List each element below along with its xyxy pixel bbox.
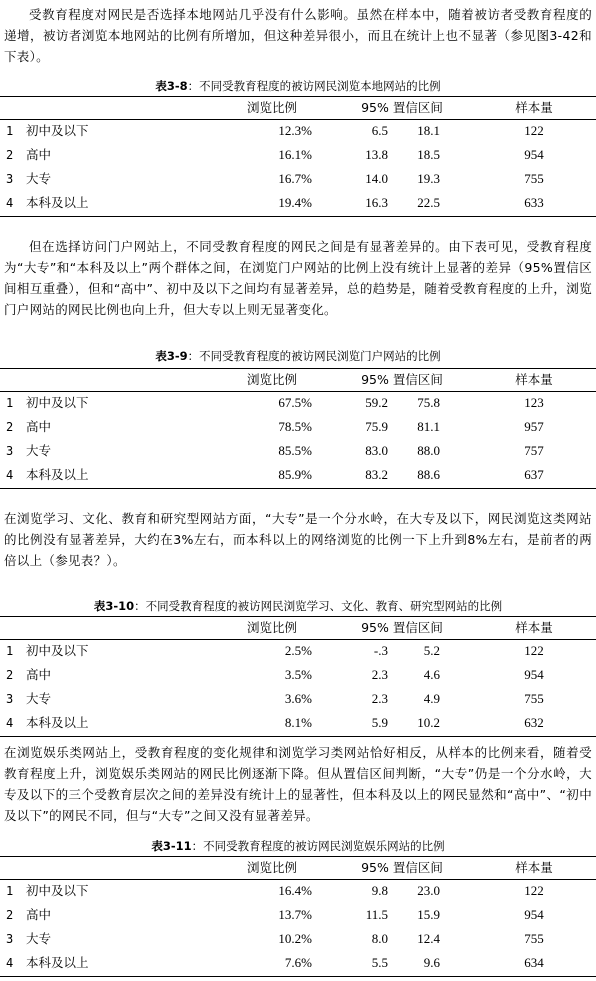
row-ci-high: 18.1 [417,123,440,138]
table-row [0,168,596,192]
row-pct: 67.5% [278,395,312,410]
row-index: 1 [6,884,14,898]
row-label: 高中 [26,147,52,162]
header-ci: 95% 置信区间 [361,860,443,875]
row-pct: 16.1% [278,147,312,162]
table-local-sites [0,96,596,217]
row-label: 大专 [26,931,52,946]
row-index: 2 [6,148,14,162]
table-title: ：不同受教育程度的被访网民浏览门户网站的比例 [187,349,441,363]
row-ci-low: 9.8 [371,883,388,898]
row-ci-high: 15.9 [417,907,440,922]
table-row [0,440,596,464]
header-n: 样本量 [515,372,553,387]
table-row [0,392,596,416]
row-pct: 7.6% [284,955,312,970]
row-ci-high: 10.2 [417,715,440,730]
row-label: 高中 [26,667,52,682]
header-n: 样本量 [515,100,553,115]
row-label: 大专 [26,171,52,186]
table-row [0,880,596,904]
row-index: 3 [6,932,14,946]
table-caption [0,598,596,614]
row-pct: 78.5% [278,419,312,434]
table-tag: 表3-8 [155,79,188,93]
row-ci-low: 83.0 [365,443,388,458]
paragraph-entertainment-sites: 在浏览娱乐类网站上，受教育程度的变化规律和浏览学习类网站恰好相反，从样本的比例来看，随着受教育程度上升，浏览娱乐类网站的网民比例逐渐下降。但从置信区间判断，“大专”仍是一个分水岭，大专及以下的三个受教育层次之间的差异没有统计上的显著性，但本科及以上的网民显然和“高中”、“初中及以下”的网民不同，但与“大专”之间又没有显著差异。 [4,745,592,823]
table-row [0,464,596,489]
row-n: 755 [524,691,544,706]
table-row [0,688,596,712]
row-ci-high: 88.0 [417,443,440,458]
row-ci-high: 4.9 [423,691,440,706]
table-row [0,904,596,928]
row-index: 3 [6,444,14,458]
row-ci-low: 13.8 [365,147,388,162]
row-index: 1 [6,124,14,138]
table-row [0,120,596,144]
table-entertainment-sites [0,856,596,977]
table-row [0,416,596,440]
table-tag: 表3-9 [155,349,188,363]
row-ci-low: 59.2 [365,395,388,410]
row-label: 初中及以下 [26,643,89,658]
row-n: 954 [524,907,544,922]
row-label: 本科及以上 [26,715,89,730]
row-pct: 3.5% [284,667,312,682]
header-pct: 浏览比例 [246,620,297,635]
row-ci-high: 4.6 [423,667,440,682]
row-label: 大专 [26,443,52,458]
row-ci-low: 5.5 [371,955,388,970]
row-n: 757 [524,443,544,458]
table-header [0,856,596,880]
table-study-sites [0,616,596,737]
row-label: 高中 [26,419,52,434]
row-ci-high: 88.6 [417,467,440,482]
row-n: 954 [524,667,544,682]
row-n: 123 [524,395,544,410]
row-ci-high: 23.0 [417,883,440,898]
row-ci-low: 75.9 [365,419,388,434]
table-portal-sites [0,368,596,489]
table-row [0,928,596,952]
row-ci-low: -.3 [373,643,388,658]
row-index: 2 [6,668,14,682]
header-ci: 95% 置信区间 [361,100,443,115]
row-index: 1 [6,396,14,410]
row-index: 3 [6,692,14,706]
row-label: 本科及以上 [26,955,89,970]
row-index: 2 [6,420,14,434]
row-ci-high: 9.6 [423,955,440,970]
header-pct: 浏览比例 [246,860,297,875]
row-n: 755 [524,171,544,186]
header-pct: 浏览比例 [246,100,297,115]
table-row [0,952,596,977]
row-label: 高中 [26,907,52,922]
paragraph-study-sites: 在浏览学习、文化、教育和研究型网站方面，“大专”是一个分水岭，在大专及以下，网民浏览这类网站的比例没有显著差异，大约在3%左右，而本科以上的网络浏览的比例一下上升到8%左右，是前者的两倍以上（参见表？）。 [4,511,592,568]
row-ci-high: 22.5 [417,195,440,210]
row-label: 本科及以上 [26,195,89,210]
row-n: 637 [524,467,544,482]
row-n: 122 [524,123,544,138]
row-pct: 10.2% [278,931,312,946]
row-label: 初中及以下 [26,883,89,898]
header-n: 样本量 [515,620,553,635]
row-ci-low: 16.3 [365,195,388,210]
table-row [0,144,596,168]
row-pct: 16.4% [278,883,312,898]
row-pct: 3.6% [284,691,312,706]
row-index: 4 [6,716,14,730]
table-caption [0,78,596,94]
table-header [0,96,596,120]
row-n: 633 [524,195,544,210]
row-label: 大专 [26,691,52,706]
table-title: ：不同受教育程度的被访网民浏览本地网站的比例 [187,79,441,93]
paragraph-portal-sites: 但在选择访问门户网站上，不同受教育程度的网民之间是有显著差异的。由下表可见，受教育程度为“大专”和“本科及以上”两个群体之间，在浏览门户网站的比例上没有统计上显著的差异（95%置信区间相互重叠），但和“高中”、初中及以下之间均有显著差异，总的趋势是，随着受教育程度的上升，浏览门户网站的网民比例也向上升，但大专以上则无显著变化。 [4,239,592,317]
row-ci-low: 11.5 [365,907,388,922]
row-ci-high: 5.2 [423,643,440,658]
row-index: 3 [6,172,14,186]
row-label: 本科及以上 [26,467,89,482]
row-label: 初中及以下 [26,123,89,138]
table-row [0,664,596,688]
row-pct: 85.5% [278,443,312,458]
row-ci-high: 19.3 [417,171,440,186]
row-ci-high: 12.4 [417,931,440,946]
table-row [0,192,596,217]
row-index: 4 [6,956,14,970]
row-n: 122 [524,643,544,658]
table-row [0,712,596,737]
row-index: 2 [6,908,14,922]
header-pct: 浏览比例 [246,372,297,387]
row-n: 632 [524,715,544,730]
row-index: 4 [6,468,14,482]
row-index: 1 [6,644,14,658]
row-pct: 12.3% [278,123,312,138]
table-title: ：不同受教育程度的被访网民浏览娱乐网站的比例 [191,839,445,853]
row-ci-low: 8.0 [371,931,388,946]
table-header [0,368,596,392]
row-ci-low: 83.2 [365,467,388,482]
row-ci-high: 75.8 [417,395,440,410]
row-n: 957 [524,419,544,434]
row-n: 755 [524,931,544,946]
table-tag: 表3-11 [151,839,192,853]
table-caption [0,348,596,364]
header-ci: 95% 置信区间 [361,620,443,635]
row-ci-high: 81.1 [417,419,440,434]
paragraph-local-sites: 受教育程度对网民是否选择本地网站几乎没有什么影响。虽然在样本中，随着被访者受教育程度的递增，被访者浏览本地网站的比例有所增加，但这种差异很小，而且在统计上也不显著（参见图3-42和下表）。 [4,7,592,64]
table-title: ：不同受教育程度的被访网民浏览学习、文化、教育、研究型网站的比例 [134,599,503,613]
row-ci-high: 18.5 [417,147,440,162]
row-pct: 19.4% [278,195,312,210]
row-index: 4 [6,196,14,210]
row-pct: 16.7% [278,171,312,186]
row-ci-low: 5.9 [371,715,388,730]
header-n: 样本量 [515,860,553,875]
table-header [0,616,596,640]
header-ci: 95% 置信区间 [361,372,443,387]
row-ci-low: 2.3 [371,667,388,682]
row-label: 初中及以下 [26,395,89,410]
row-n: 634 [524,955,544,970]
row-n: 122 [524,883,544,898]
table-tag: 表3-10 [93,599,135,613]
row-ci-low: 6.5 [371,123,388,138]
table-row [0,640,596,664]
row-ci-low: 2.3 [371,691,388,706]
row-ci-low: 14.0 [365,171,388,186]
row-pct: 13.7% [278,907,312,922]
row-pct: 85.9% [278,467,312,482]
row-n: 954 [524,147,544,162]
row-pct: 2.5% [284,643,312,658]
table-caption [0,838,596,854]
row-pct: 8.1% [284,715,312,730]
